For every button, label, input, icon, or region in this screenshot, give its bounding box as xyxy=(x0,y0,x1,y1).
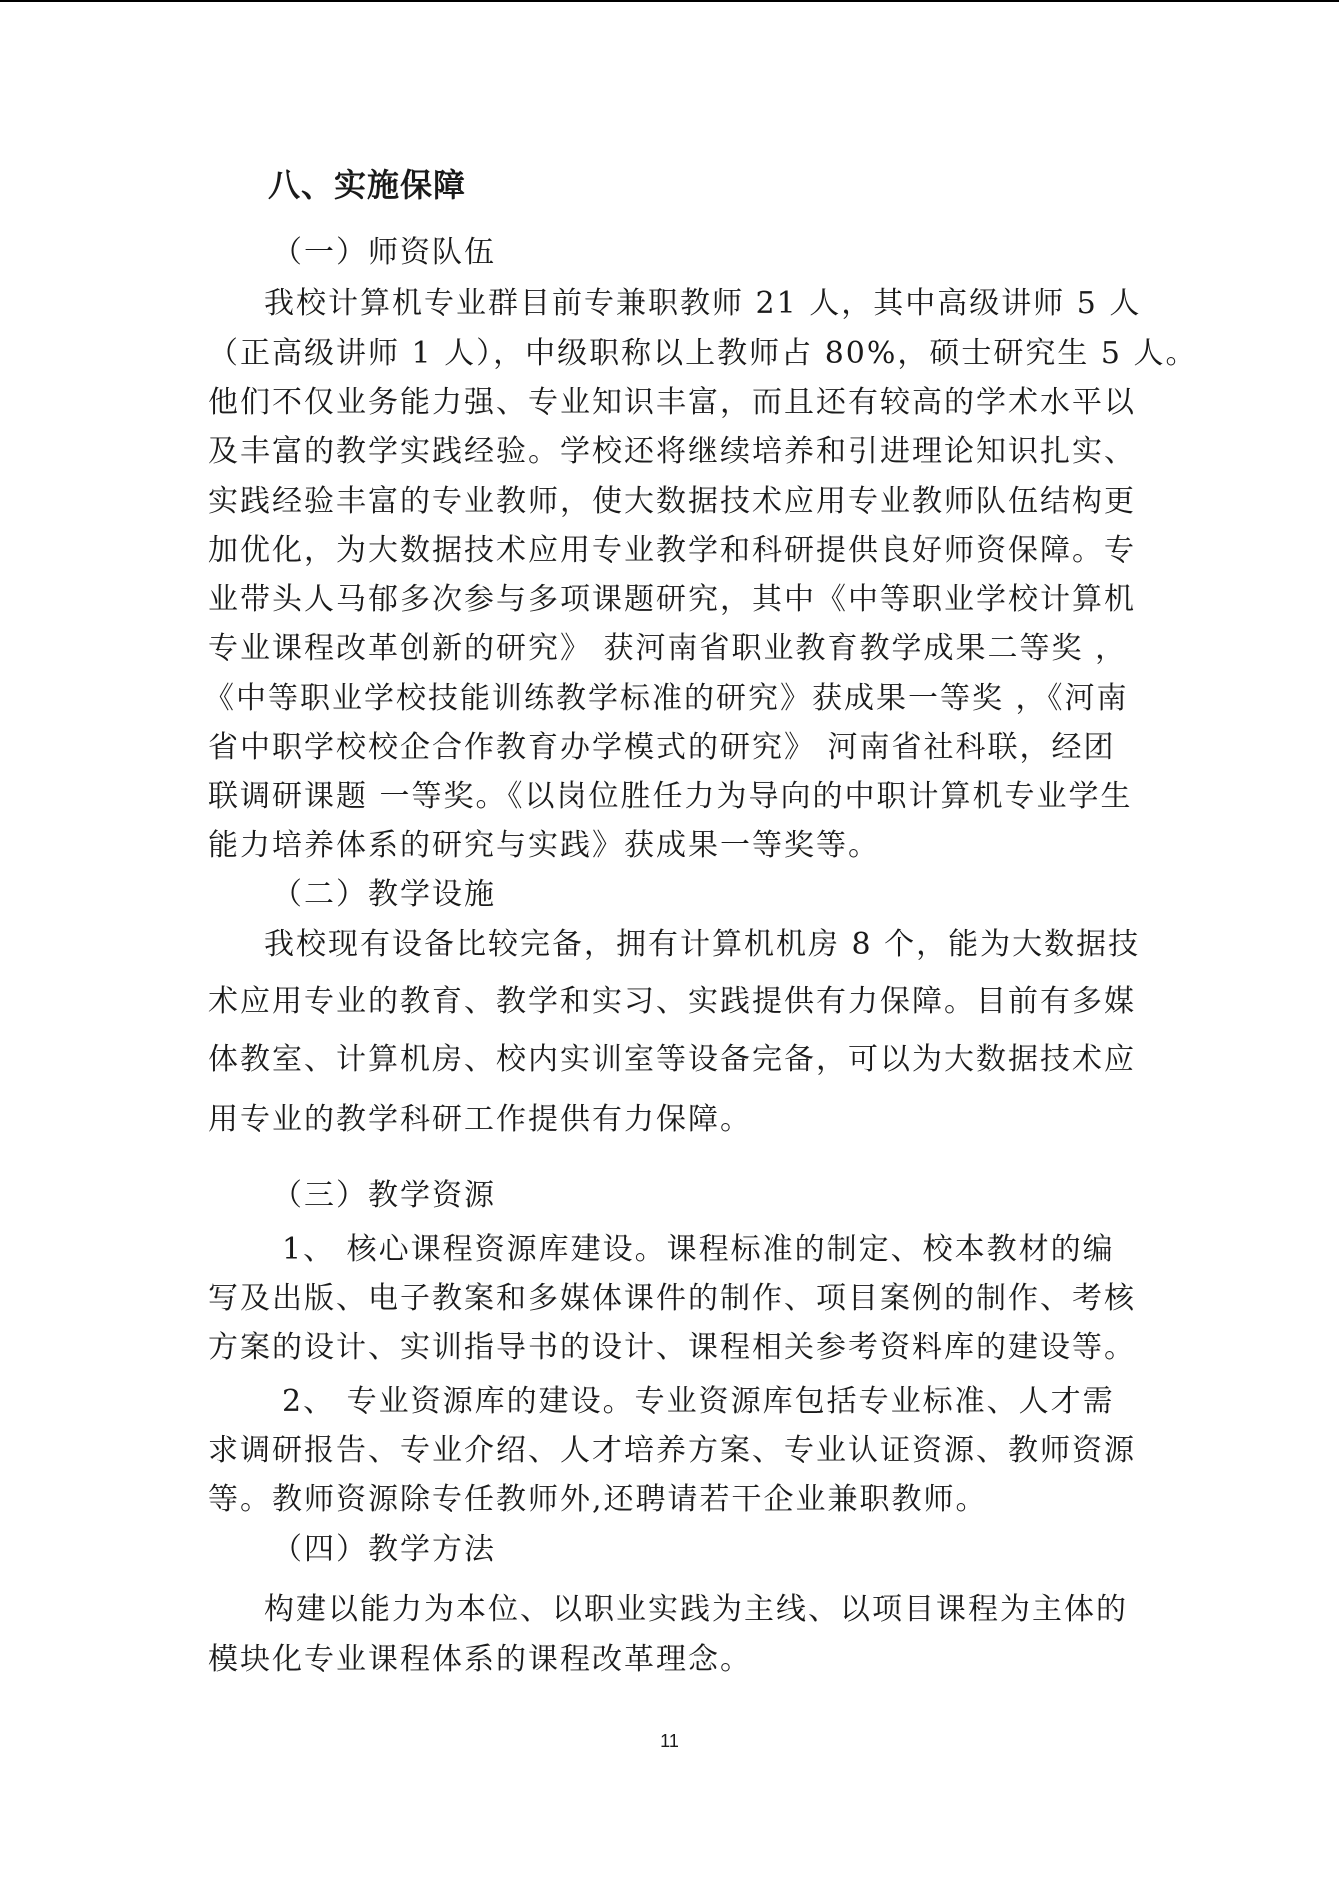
paragraph-line: 模块化专业课程体系的课程改革理念。 xyxy=(208,1642,752,1677)
subsection-heading-facilities: （二）教学设施 xyxy=(272,877,496,912)
subsection-heading-faculty: （一）师资队伍 xyxy=(272,235,496,270)
paragraph-line: 术应用专业的教育、教学和实习、实践提供有力保障。目前有多媒 xyxy=(208,984,1136,1019)
paragraph-line: 专业课程改革创新的研究》 获河南省职业教育教学成果二等奖 ， xyxy=(208,631,1128,666)
paragraph-line: 能力培养体系的研究与实践》获成果一等奖等。 xyxy=(208,828,880,863)
paragraph-line: 及丰富的教学实践经验。学校还将继续培养和引进理论知识扎实、 xyxy=(208,434,1136,469)
paragraph-line: 等。教师资源除专任教师外,还聘请若干企业兼职教师。 xyxy=(208,1482,988,1517)
paragraph-line: 构建以能力为本位、以职业实践为主线、以项目课程为主体的 xyxy=(264,1592,1128,1627)
paragraph-line: 写及出版、电子教案和多媒体课件的制作、项目案例的制作、考核 xyxy=(208,1281,1136,1316)
paragraph-line: （正高级讲师 1 人），中级职称以上教师占 80%，硕士研究生 5 人。 xyxy=(208,336,1198,371)
paragraph-line: 求调研报告、专业介绍、人才培养方案、专业认证资源、教师资源 xyxy=(208,1433,1136,1468)
subsection-heading-methods: （四）教学方法 xyxy=(272,1532,496,1567)
paragraph-line: 2、 专业资源库的建设。专业资源库包括专业标准、人才需 xyxy=(282,1384,1115,1419)
paragraph-line: 用专业的教学科研工作提供有力保障。 xyxy=(208,1102,752,1137)
page-number: 11 xyxy=(660,1731,679,1751)
subsection-heading-resources: （三）教学资源 xyxy=(272,1178,496,1213)
paragraph-line: 1、 核心课程资源库建设。课程标准的制定、校本教材的编 xyxy=(282,1232,1115,1267)
paragraph-line: 体教室、计算机房、校内实训室等设备完备，可以为大数据技术应 xyxy=(208,1042,1136,1077)
paragraph-line: 《中等职业学校技能训练教学标准的研究》获成果一等奖 ，《河南 xyxy=(204,681,1129,716)
top-border-rule xyxy=(0,0,1339,2)
paragraph-line: 我校现有设备比较完备，拥有计算机机房 8 个，能为大数据技 xyxy=(264,927,1141,962)
paragraph-line: 省中职学校校企合作教育办学模式的研究》 河南省社科联，经团 xyxy=(208,730,1116,765)
paragraph-line: 实践经验丰富的专业教师，使大数据技术应用专业教师队伍结构更 xyxy=(208,484,1136,519)
paragraph-line: 业带头人马郁多次参与多项课题研究，其中《中等职业学校计算机 xyxy=(208,582,1136,617)
paragraph-line: 他们不仅业务能力强、专业知识丰富，而且还有较高的学术水平以 xyxy=(208,385,1136,420)
paragraph-line: 联调研课题 一等奖。《以岗位胜任力为导向的中职计算机专业学生 xyxy=(208,779,1133,814)
paragraph-line: 加优化，为大数据技术应用专业教学和科研提供良好师资保障。专 xyxy=(208,533,1136,568)
paragraph-line: 方案的设计、实训指导书的设计、课程相关参考资料库的建设等。 xyxy=(208,1330,1136,1365)
section-heading: 八、实施保障 xyxy=(268,166,467,204)
paragraph-line: 我校计算机专业群目前专兼职教师 21 人，其中高级讲师 5 人 xyxy=(264,286,1142,321)
